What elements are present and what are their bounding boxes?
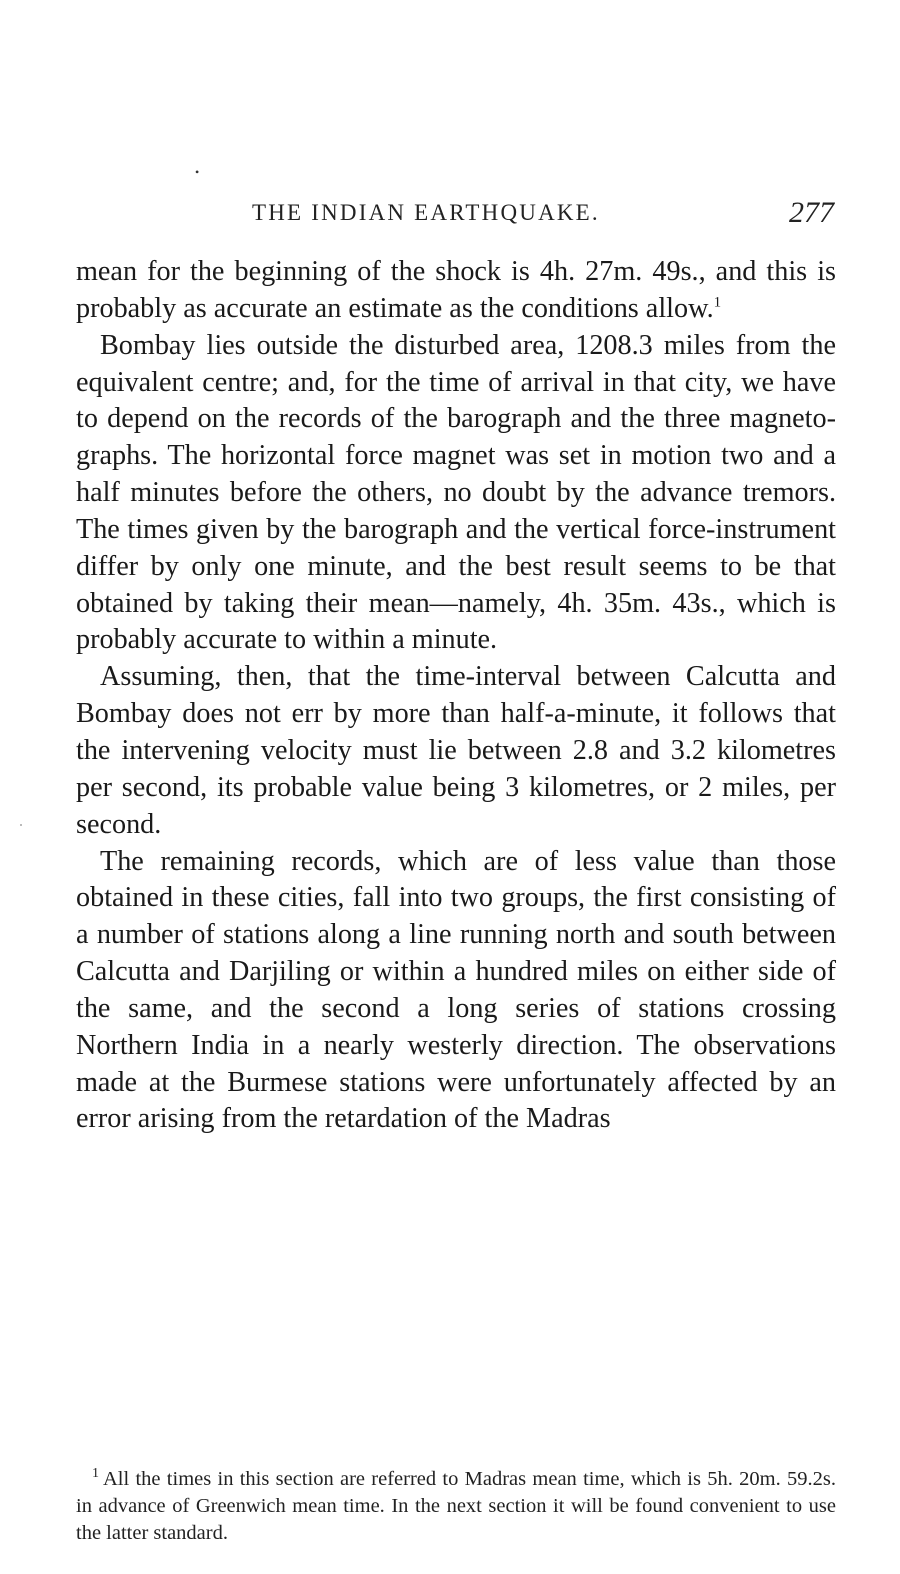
body-text bbox=[76, 254, 836, 1138]
printer-ornament: • bbox=[195, 165, 200, 179]
footnote bbox=[76, 1466, 836, 1547]
margin-speck bbox=[20, 824, 22, 826]
running-title: THE INDIAN EARTHQUAKE. bbox=[252, 200, 600, 225]
paragraph-1-text: mean for the beginning of the shock is 4h. 27m. 49s., and this is probably as accurate an estimate as the conditions allow. bbox=[76, 256, 836, 324]
page-number: 277 bbox=[789, 196, 834, 229]
footnote-text: All the times in this section are referred to Madras mean time, which is 5h. 20m. 59.2s. in advance of Greenwich mean time. In the next section it will be found convenient to use the latter standard. bbox=[76, 1468, 836, 1544]
footnote-reference: 1 bbox=[713, 294, 722, 311]
paragraph-1 bbox=[76, 254, 836, 328]
paragraph-4: The remaining records, which are of less value than those obtained in these cities, fall into two groups, the first consisting of a number of stations along a line running north and south between Calcutta and Darjiling or within a hundred miles on either side of the same, and the second a long series of stations crossing Northern India in a nearly westerly direction. The observations made at the Burmese stations were unfortunately affected by an error arising from the retardation of the Madras bbox=[76, 845, 836, 1135]
footnote-mark: 1 bbox=[92, 1466, 99, 1482]
running-head bbox=[76, 198, 838, 238]
paragraph-2: Bombay lies outside the disturbed area, 1208.3 miles from the equivalent centre; and, for the time of arrival in that city, we have to depend on the records of the barograph and the three magneto-graphs. The horizontal force magnet was set in motion two and a half minutes before the others, no doubt by the advance tremors. The times given by the barograph and the vertical force-instrument differ by only one minute, and the best result seems to be that obtained by taking their mean—namely, 4h. 35m. 43s., which is probably accurate to within a minute. bbox=[76, 329, 836, 656]
paragraph-3: Assuming, then, that the time-interval between Calcutta and Bombay does not err by more than half-a-minute, it follows that the intervening velocity must lie between 2.8 and 3.2 kilometres per second, its probable value being 3 kilometres, or 2 miles, per second. bbox=[76, 661, 836, 840]
